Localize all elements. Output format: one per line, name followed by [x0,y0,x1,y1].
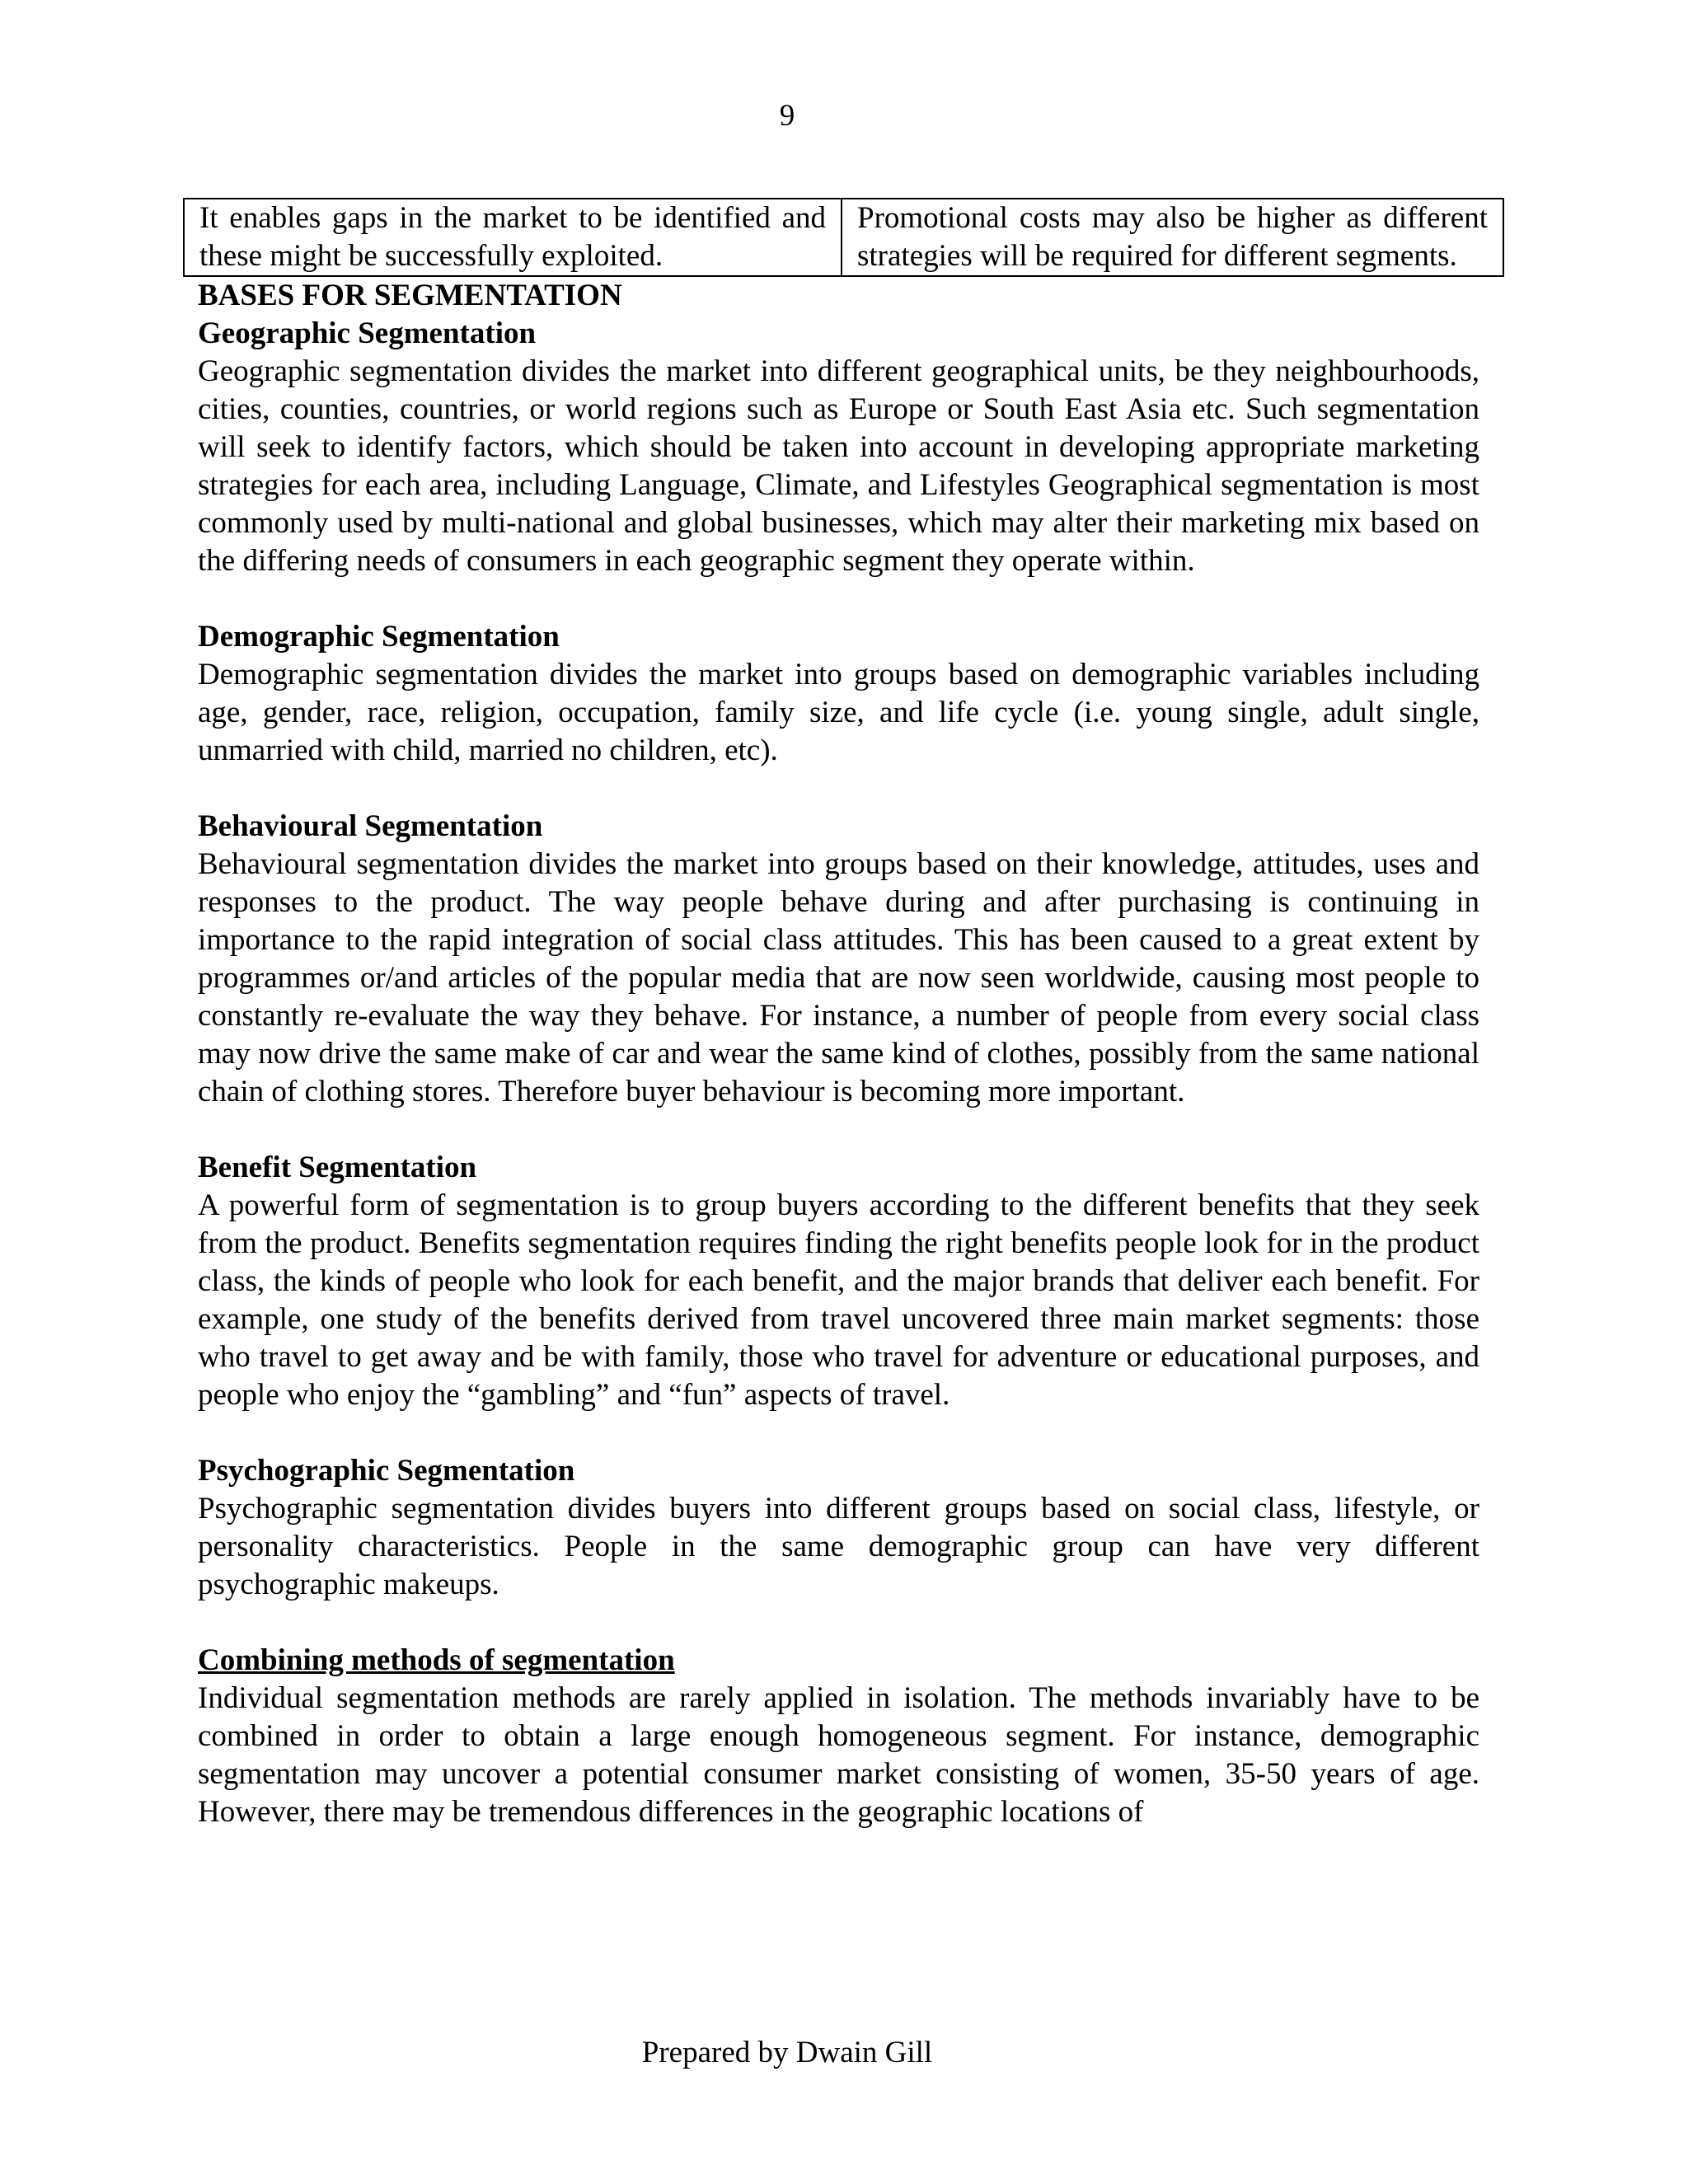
psychographic-heading: Psychographic Segmentation [198,1454,575,1488]
page-number: 9 [779,99,795,133]
psychographic-paragraph: Psychographic segmentation divides buyers into different groups based on social class, lifestyle, or personality characteristics. People in the same demographic group can have very different psychographic makeups. [198,1492,1479,1601]
page-content [198,198,1488,1831]
bases-heading: BASES FOR SEGMENTATION [198,279,622,312]
advantages-disadvantages-table [183,198,1504,277]
benefit-heading: Benefit Segmentation [198,1151,477,1184]
combining-methods-heading: Combining methods of segmentation [198,1643,675,1677]
page-footer: Prepared by Dwain Gill [641,2036,933,2069]
table-cell-advantage: It enables gaps in the market to be identified and these might be successfully exploited. [184,199,842,276]
table-cell-disadvantage: Promotional costs may also be higher as different strategies will be required for different segments. [842,199,1503,276]
benefit-paragraph: A powerful form of segmentation is to group buyers according to the different benefits that they seek from the product. Benefits segmentation requires finding the right benefits people look for in the product class, the kinds of people who look for each benefit, and the major brands that deliver each benefit. For example, one study of the benefits derived from travel uncovered three main market segments: those who travel to get away and be with family, those who travel for adventure or educational purposes, and people who enjoy the “gambling” and “fun” aspects of travel. [198,1188,1479,1412]
combining-methods-paragraph: Individual segmentation methods are rarely applied in isolation. The methods invariably have to be combined in order to obtain a large enough homogeneous segment. For instance, demographic segmentation may uncover a potential consumer market consisting of women, 35-50 years of age. However, there may be tremendous differences in the geographic locations of [198,1681,1479,1829]
geographic-paragraph: Geographic segmentation divides the market into different geographical units, be they neighbourhoods, cities, counties, countries, or world regions such as Europe or South East Asia etc. Such segmentation will seek to identify factors, which should be taken into account in developing appropriate marketing strategies for each area, including Language, Climate, and Lifestyles Geographical segmentation is most commonly used by multi-national and global businesses, which may alter their marketing mix based on the differing needs of consumers in each geographic segment they operate within. [198,354,1479,578]
demographic-paragraph: Demographic segmentation divides the market into groups based on demographic variables including age, gender, race, religion, occupation, family size, and life cycle (i.e. young single, adult single, unmarried with child, married no children, etc). [198,658,1479,767]
table-row [184,199,1503,276]
demographic-heading: Demographic Segmentation [198,620,560,654]
behavioural-paragraph: Behavioural segmentation divides the market into groups based on their knowledge, attitudes, uses and responses to the product. The way people behave during and after purchasing is continuing in importance to the rapid integration of social class attitudes. This has been caused to a great extent by programmes or/and articles of the popular media that are now seen worldwide, causing most people to constantly re-evaluate the way they behave. For instance, a number of people from every social class may now drive the same make of car and wear the same kind of clothes, possibly from the same national chain of clothing stores. Therefore buyer behaviour is becoming more important. [198,847,1479,1108]
geographic-heading: Geographic Segmentation [198,316,537,350]
behavioural-heading: Behavioural Segmentation [198,809,543,843]
